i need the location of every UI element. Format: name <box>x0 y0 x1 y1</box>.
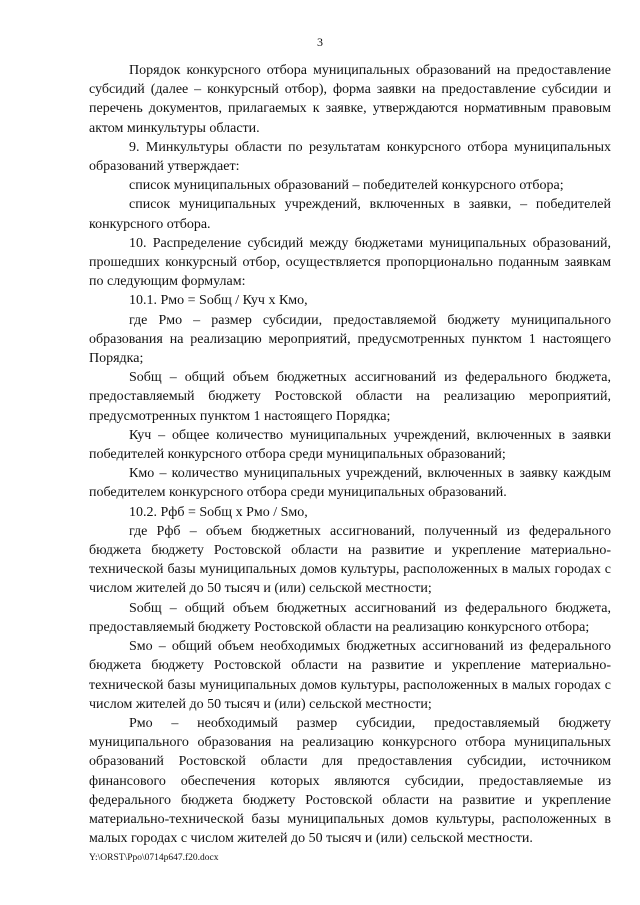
paragraph-list-institutions: список муниципальных учреждений, включенных в заявки, – победителей конкурсного отбора. <box>89 197 611 232</box>
footer-file-path: Y:\ORST\Ppo\0714p647.f20.docx <box>89 853 219 863</box>
document-body <box>89 61 611 848</box>
formula-10-2: 10.2. Рфб = Sобщ х Рмо / Sмо, <box>129 504 308 520</box>
paragraph-list-municipalities: список муниципальных образований – победителей конкурсного отбора; <box>129 178 564 194</box>
page-number: 3 <box>317 35 323 49</box>
definition-rfb: где Рфб – объем бюджетных ассигнований, полученный из федерального бюджета бюджету Ростовской области на развитие и укрепление материально-технической базы муниципальных домов культуры, расположенных в малых городах с числом жителей до 50 тысяч и (или) сельской местности; <box>89 523 611 597</box>
definition-rmo: где Рмо – размер субсидии, предоставляемой бюджету муниципального образования на реализацию мероприятий, предусмотренных пунктом 1 настоящего Порядка; <box>89 312 611 367</box>
definition-sobsch-competition: Sобщ – общий объем бюджетных ассигнований из федерального бюджета, предоставляемый бюджету Ростовской области на реализацию конкурсного отбора; <box>89 600 611 635</box>
definition-kuch: Куч – общее количество муниципальных учреждений, включенных в заявки победителей конкурсного отбора среди муниципальных образований; <box>89 427 611 463</box>
definition-smo: Sмо – общий объем необходимых бюджетных ассигнований из федерального бюджета бюджету Ростовской области на развитие и укрепление материально-технической базы муниципальных домов культуры, расположенных в малых городах с числом жителей до 50 тысяч и (или) сельской местности; <box>89 639 611 712</box>
formula-10-1: 10.1. Рмо = Sобщ / Куч х Кмо, <box>129 293 308 309</box>
paragraph-item-10: 10. Распределение субсидий между бюджетами муниципальных образований, прошедших конкурсный отбор, осуществляется пропорционально поданным заявкам по следующим формулам: <box>89 235 611 290</box>
definition-sobsch: Sобщ – общий объем бюджетных ассигнований из федерального бюджета, предоставляемый бюджету Ростовской области на реализацию мероприятий, предусмотренных пунктом 1 настоящего Порядка; <box>89 370 611 424</box>
definition-kmo: Кмо – количество муниципальных учреждений, включенных в заявку каждым победителем конкурсного отбора среди муниципальных образований. <box>89 466 611 501</box>
paragraph-item-9: 9. Минкультуры области по результатам конкурсного отбора муниципальных образований утверждает: <box>89 139 611 175</box>
paragraph-selection-procedure: Порядок конкурсного отбора муниципальных образований на предоставление субсидий (далее – конкурсный отбор), форма заявки на предоставление субсидии и перечень документов, прилагаемых к заявке, утверждаются нормативным правовым актом минкультуры области. <box>89 63 611 136</box>
definition-rmo-required: Рмо – необходимый размер субсидии, предоставляемый бюджету муниципального образования на реализацию конкурсного отбора муниципальных образований Ростовской области для предоставления субсидии, источником финансового обеспечения которых являются субсидии, предоставляемые из федерального бюджета бюджету Ростовской области на развитие и укрепление материально-технической базы муниципальных домов культуры, расположенных в малых городах с числом жителей до 50 тысяч и (или) сельской местности. <box>89 715 611 847</box>
